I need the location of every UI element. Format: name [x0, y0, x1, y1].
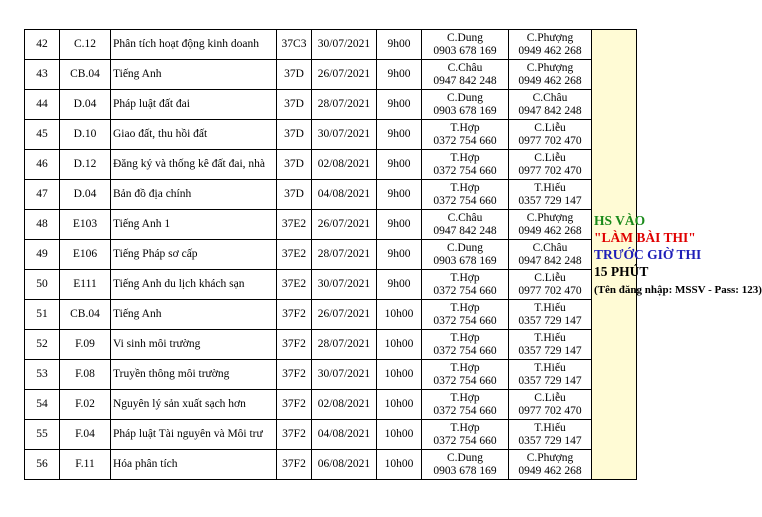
supervisor-1-phone: 0372 754 660 — [433, 134, 497, 147]
row-number: 51 — [25, 300, 60, 330]
supervisor-1-name: T.Hợp — [450, 362, 480, 374]
table-row — [25, 420, 637, 450]
supervisor-1 — [422, 150, 509, 180]
note-line-2: "LÀM BÀI THI" — [594, 230, 696, 245]
supervisor-1-name: T.Hợp — [450, 392, 480, 404]
row-number: 54 — [25, 390, 60, 420]
supervisor-1-name: T.Hợp — [450, 302, 480, 314]
exam-date: 04/08/2021 — [312, 180, 377, 210]
subject-name: Truyền thông môi trường — [111, 360, 277, 390]
supervisor-1 — [422, 360, 509, 390]
supervisor-1-name: C.Dung — [446, 92, 484, 104]
class-code: 37D — [277, 90, 312, 120]
exam-time: 9h00 — [377, 240, 422, 270]
table-row — [25, 120, 637, 150]
row-number: 55 — [25, 420, 60, 450]
subject-code: F.11 — [60, 450, 111, 480]
table-row — [25, 210, 637, 240]
exam-date: 06/08/2021 — [312, 450, 377, 480]
supervisor-1 — [422, 240, 509, 270]
supervisor-1 — [422, 30, 509, 60]
supervisor-2 — [509, 60, 592, 90]
exam-date: 30/07/2021 — [312, 30, 377, 60]
supervisor-1 — [422, 450, 509, 480]
supervisor-1-phone: 0372 754 660 — [433, 434, 497, 447]
class-code: 37D — [277, 180, 312, 210]
row-number: 49 — [25, 240, 60, 270]
supervisor-1 — [422, 390, 509, 420]
subject-code: D.04 — [60, 180, 111, 210]
subject-name: Tiếng Anh 1 — [111, 210, 277, 240]
supervisor-2-phone: 0949 462 268 — [518, 464, 582, 477]
supervisor-2-name: C.Phượng — [526, 212, 574, 224]
exam-time: 9h00 — [377, 90, 422, 120]
row-number: 44 — [25, 90, 60, 120]
subject-name: Pháp luật đất đai — [111, 90, 277, 120]
supervisor-2 — [509, 360, 592, 390]
supervisor-1-name: T.Hợp — [450, 272, 480, 284]
supervisor-1-name: C.Dung — [446, 242, 484, 254]
supervisor-2 — [509, 30, 592, 60]
supervisor-2-phone: 0949 462 268 — [518, 224, 582, 237]
exam-date: 28/07/2021 — [312, 90, 377, 120]
exam-time: 9h00 — [377, 270, 422, 300]
subject-code: E111 — [60, 270, 111, 300]
row-number: 47 — [25, 180, 60, 210]
subject-name: Nguyên lý sản xuất sạch hơn — [111, 390, 277, 420]
subject-code: D.04 — [60, 90, 111, 120]
supervisor-2 — [509, 270, 592, 300]
row-number: 50 — [25, 270, 60, 300]
supervisor-2-name: T.Hiếu — [534, 422, 566, 434]
supervisor-1 — [422, 180, 509, 210]
exam-date: 30/07/2021 — [312, 360, 377, 390]
supervisor-2-phone: 0947 842 248 — [518, 254, 582, 267]
supervisor-2-name: T.Hiếu — [534, 362, 566, 374]
supervisor-2-phone: 0977 702 470 — [518, 404, 582, 417]
row-number: 46 — [25, 150, 60, 180]
supervisor-1-phone: 0903 678 169 — [433, 464, 497, 477]
exam-date: 28/07/2021 — [312, 240, 377, 270]
table-row — [25, 270, 637, 300]
exam-time: 10h00 — [377, 360, 422, 390]
supervisor-2-phone: 0977 702 470 — [518, 284, 582, 297]
table-row — [25, 240, 637, 270]
subject-name: Tiếng Pháp sơ cấp — [111, 240, 277, 270]
subject-name: Bản đồ địa chính — [111, 180, 277, 210]
supervisor-1-phone: 0372 754 660 — [433, 344, 497, 357]
row-number: 43 — [25, 60, 60, 90]
supervisor-1-name: T.Hợp — [450, 182, 480, 194]
supervisor-2-name: C.Châu — [532, 242, 568, 254]
exam-time: 9h00 — [377, 150, 422, 180]
supervisor-1-name: C.Châu — [447, 62, 483, 74]
supervisor-2-phone: 0949 462 268 — [518, 44, 582, 57]
supervisor-2-name: C.Liễu — [534, 272, 566, 284]
exam-date: 30/07/2021 — [312, 270, 377, 300]
subject-code: F.08 — [60, 360, 111, 390]
subject-name: Tiếng Anh — [111, 300, 277, 330]
supervisor-1-name: T.Hợp — [450, 122, 480, 134]
supervisor-1-phone: 0903 678 169 — [433, 104, 497, 117]
supervisor-2 — [509, 300, 592, 330]
note-line-3b: THI — [676, 247, 702, 262]
exam-date: 02/08/2021 — [312, 150, 377, 180]
supervisor-1-phone: 0372 754 660 — [433, 404, 497, 417]
subject-code: E103 — [60, 210, 111, 240]
supervisor-1-phone: 0947 842 248 — [433, 74, 497, 87]
supervisor-1 — [422, 300, 509, 330]
exam-time: 9h00 — [377, 120, 422, 150]
exam-time: 9h00 — [377, 60, 422, 90]
note-line-3a: TRƯỚC GIỜ — [594, 247, 674, 262]
note-line-5: (Tên đăng nhập: MSSV - Pass: 123) — [594, 284, 762, 296]
row-number: 48 — [25, 210, 60, 240]
supervisor-2-phone: 0357 729 147 — [518, 344, 582, 357]
supervisor-2 — [509, 180, 592, 210]
supervisor-2-phone: 0977 702 470 — [518, 164, 582, 177]
subject-code: F.04 — [60, 420, 111, 450]
class-code: 37E2 — [277, 270, 312, 300]
supervisor-2 — [509, 390, 592, 420]
subject-name: Giao đất, thu hồi đất — [111, 120, 277, 150]
subject-name: Hóa phân tích — [111, 450, 277, 480]
supervisor-2 — [509, 210, 592, 240]
subject-name: Vi sinh môi trường — [111, 330, 277, 360]
exam-date: 04/08/2021 — [312, 420, 377, 450]
supervisor-2-phone: 0949 462 268 — [518, 74, 582, 87]
class-code: 37E2 — [277, 210, 312, 240]
exam-time: 9h00 — [377, 30, 422, 60]
note-line-4: 15 PHÚT — [594, 264, 649, 279]
supervisor-2 — [509, 420, 592, 450]
row-number: 53 — [25, 360, 60, 390]
supervisor-2 — [509, 90, 592, 120]
exam-date: 28/07/2021 — [312, 330, 377, 360]
supervisor-2-name: C.Phượng — [526, 32, 574, 44]
supervisor-1-phone: 0372 754 660 — [433, 374, 497, 387]
exam-time: 10h00 — [377, 300, 422, 330]
subject-code: C.12 — [60, 30, 111, 60]
supervisor-1 — [422, 330, 509, 360]
class-code: 37F2 — [277, 300, 312, 330]
supervisor-2-phone: 0357 729 147 — [518, 434, 582, 447]
class-code: 37F2 — [277, 420, 312, 450]
supervisor-2-name: T.Hiếu — [534, 182, 566, 194]
exam-time: 10h00 — [377, 390, 422, 420]
supervisor-1-name: T.Hợp — [450, 422, 480, 434]
exam-schedule-table — [24, 29, 762, 480]
table-row — [25, 450, 637, 480]
table-row — [25, 330, 637, 360]
table-row — [25, 90, 637, 120]
supervisor-1-name: C.Dung — [446, 452, 484, 464]
exam-date: 30/07/2021 — [312, 120, 377, 150]
supervisor-2-name: C.Phượng — [526, 62, 574, 74]
exam-instruction-note — [592, 30, 762, 480]
subject-name: Phân tích hoạt động kinh doanh — [111, 30, 277, 60]
supervisor-1 — [422, 90, 509, 120]
supervisor-1 — [422, 120, 509, 150]
supervisor-2-name: C.Liễu — [534, 392, 566, 404]
class-code: 37F2 — [277, 330, 312, 360]
class-code: 37D — [277, 150, 312, 180]
class-code: 37D — [277, 60, 312, 90]
note-line-1: HS VÀO — [594, 213, 646, 228]
note-line-3 — [594, 246, 702, 263]
exam-time: 9h00 — [377, 210, 422, 240]
table-row — [25, 150, 637, 180]
supervisor-1 — [422, 420, 509, 450]
supervisor-1-name: T.Hợp — [450, 332, 480, 344]
subject-code: F.02 — [60, 390, 111, 420]
table-row — [25, 360, 637, 390]
supervisor-2-phone: 0947 842 248 — [518, 104, 582, 117]
supervisor-2-phone: 0977 702 470 — [518, 134, 582, 147]
class-code: 37F2 — [277, 450, 312, 480]
supervisor-2-phone: 0357 729 147 — [518, 194, 582, 207]
supervisor-2-name: C.Liễu — [534, 122, 566, 134]
class-code: 37E2 — [277, 240, 312, 270]
subject-name: Pháp luật Tài nguyên và Môi trư — [111, 420, 277, 450]
subject-code: D.12 — [60, 150, 111, 180]
exam-date: 02/08/2021 — [312, 390, 377, 420]
supervisor-2 — [509, 240, 592, 270]
class-code: 37F2 — [277, 360, 312, 390]
exam-time: 10h00 — [377, 420, 422, 450]
supervisor-1-phone: 0372 754 660 — [433, 194, 497, 207]
supervisor-2-name: C.Liễu — [534, 152, 566, 164]
supervisor-1-phone: 0372 754 660 — [433, 284, 497, 297]
row-number: 45 — [25, 120, 60, 150]
exam-date: 26/07/2021 — [312, 300, 377, 330]
subject-name: Tiếng Anh — [111, 60, 277, 90]
supervisor-1 — [422, 270, 509, 300]
table-row — [25, 180, 637, 210]
supervisor-2 — [509, 150, 592, 180]
supervisor-1-phone: 0372 754 660 — [433, 314, 497, 327]
supervisor-1-phone: 0372 754 660 — [433, 164, 497, 177]
table-row — [25, 30, 637, 60]
class-code: 37D — [277, 120, 312, 150]
subject-name: Đăng ký và thống kê đất đai, nhà — [111, 150, 277, 180]
supervisor-1-name: T.Hợp — [450, 152, 480, 164]
supervisor-1-name: C.Châu — [447, 212, 483, 224]
exam-time: 10h00 — [377, 330, 422, 360]
exam-date: 26/07/2021 — [312, 60, 377, 90]
subject-code: D.10 — [60, 120, 111, 150]
supervisor-2-name: T.Hiếu — [534, 302, 566, 314]
exam-time: 9h00 — [377, 180, 422, 210]
supervisor-2-phone: 0357 729 147 — [518, 374, 582, 387]
supervisor-1-phone: 0903 678 169 — [433, 44, 497, 57]
supervisor-2 — [509, 450, 592, 480]
class-code: 37F2 — [277, 390, 312, 420]
exam-time: 10h00 — [377, 450, 422, 480]
table-body — [25, 30, 762, 480]
row-number: 52 — [25, 330, 60, 360]
exam-date: 26/07/2021 — [312, 210, 377, 240]
supervisor-2 — [509, 330, 592, 360]
row-number: 42 — [25, 30, 60, 60]
table-row — [25, 60, 637, 90]
subject-code: E106 — [60, 240, 111, 270]
subject-code: CB.04 — [60, 300, 111, 330]
supervisor-1-phone: 0903 678 169 — [433, 254, 497, 267]
subject-code: F.09 — [60, 330, 111, 360]
supervisor-1 — [422, 60, 509, 90]
row-number: 56 — [25, 450, 60, 480]
supervisor-1-name: C.Dung — [446, 32, 484, 44]
supervisor-2-name: C.Phượng — [526, 452, 574, 464]
supervisor-2-phone: 0357 729 147 — [518, 314, 582, 327]
supervisor-1 — [422, 210, 509, 240]
class-code: 37C3 — [277, 30, 312, 60]
supervisor-2-name: T.Hiếu — [534, 332, 566, 344]
subject-name: Tiếng Anh du lịch khách sạn — [111, 270, 277, 300]
table-row — [25, 300, 637, 330]
supervisor-2 — [509, 120, 592, 150]
subject-code: CB.04 — [60, 60, 111, 90]
table-row — [25, 390, 637, 420]
supervisor-2-name: C.Châu — [532, 92, 568, 104]
supervisor-1-phone: 0947 842 248 — [433, 224, 497, 237]
